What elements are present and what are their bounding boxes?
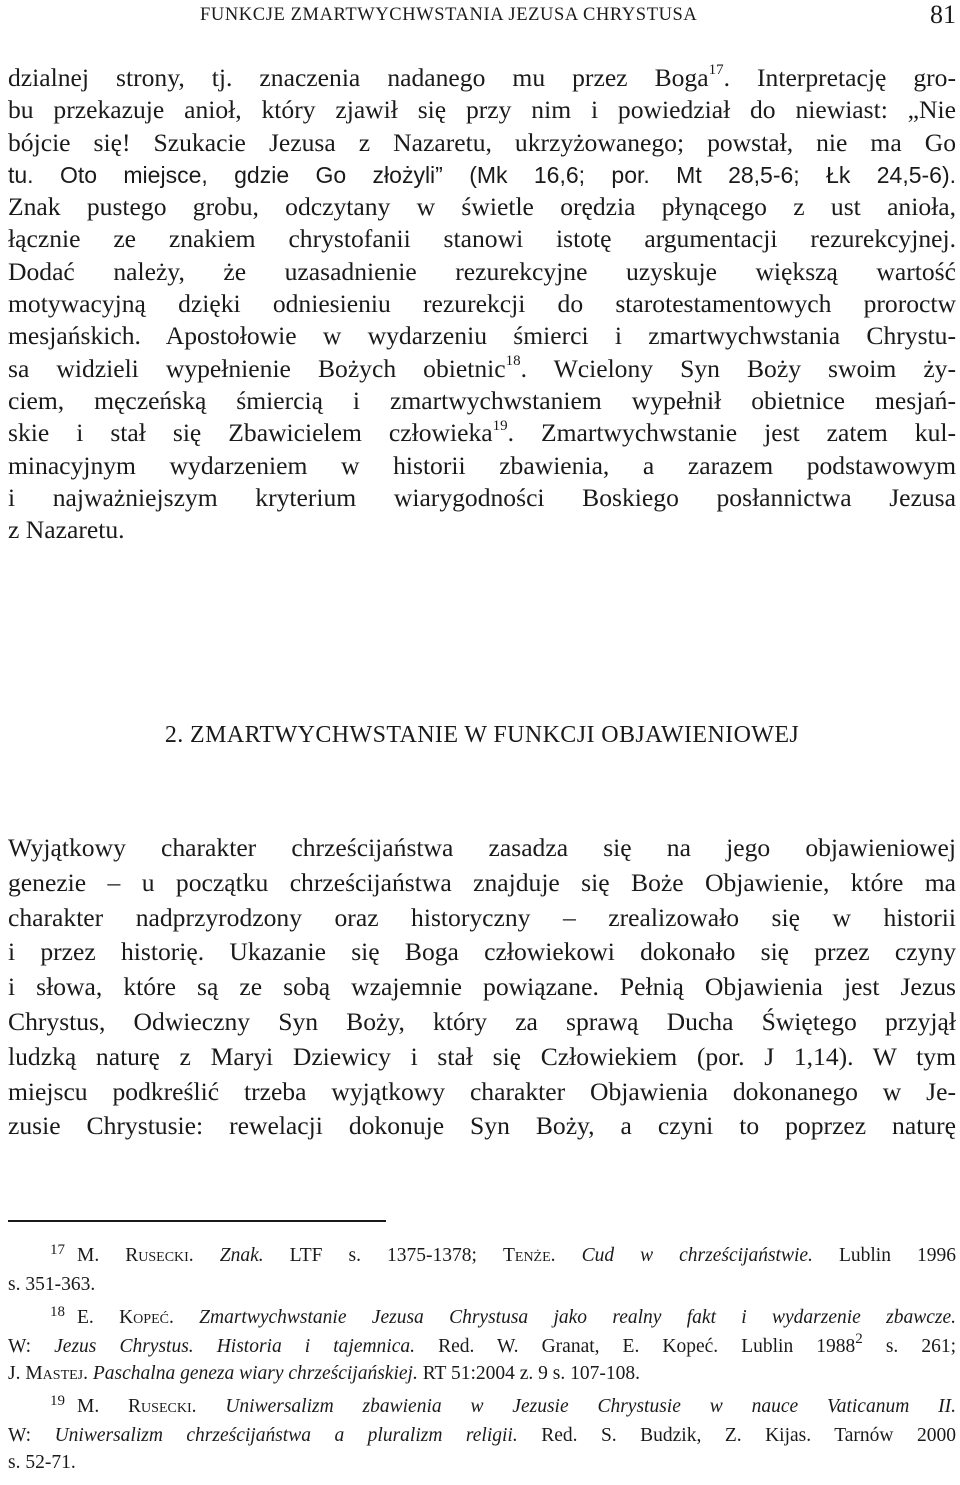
- text-run: . Interpretację gro-: [723, 63, 956, 92]
- text-run: . Wcielony Syn Boży swoim ży-: [520, 353, 956, 383]
- edition-superscript: 2: [855, 1330, 863, 1347]
- text-line: motywacyjną dzięki odniesieniu rezurekcji do starotestamentowych proroctw: [8, 289, 956, 319]
- text-line: s. 52-71.: [8, 1452, 76, 1473]
- text-line: [8, 353, 956, 385]
- text-line: minacyjnym wydarzeniem w historii zbawienia, a zarazem podstawowym: [8, 450, 956, 480]
- text-run: skie i stał się Zbawicielem człowieka: [8, 418, 493, 448]
- footnote-author: J. Mastej.: [8, 1363, 89, 1384]
- text-run: Lublin 1996: [812, 1245, 956, 1266]
- text-run: Red. S. Budzik, Z. Kijas. Tarnów 2000: [517, 1425, 956, 1446]
- footnote-ref-17[interactable]: 17: [708, 62, 724, 79]
- footnote-author: M. Rusecki.: [77, 1245, 194, 1266]
- text-line: z Nazaretu.: [8, 515, 125, 545]
- text-line: Chrystus, Odwieczny Syn Boży, który za sprawą Ducha Świętego przyjął: [8, 1006, 956, 1036]
- text-line: ludzką naturę z Maryi Dziewicy i stał się Człowiekiem (por. J 1,14). W tym: [8, 1041, 956, 1071]
- text-line: i słowa, które są ze sobą wzajemnie powiązane. Pełnią Objawienia jest Jezus: [8, 972, 956, 1002]
- running-head: FUNKCJE ZMARTWYCHWSTANIA JEZUSA CHRYSTUSA: [200, 5, 698, 25]
- footnote-number: 19: [50, 1393, 65, 1409]
- footnote-title: Paschalna geneza wiary chrześcijańskiej.: [92, 1363, 418, 1384]
- text-run: s. 261;: [862, 1336, 956, 1357]
- footnotes: [8, 1242, 956, 1482]
- footnote-number: 18: [50, 1304, 65, 1320]
- text-line: i najważniejszym kryterium wiarygodności Boskiego posłannictwa Jezusa: [8, 482, 956, 512]
- footnote-17: [8, 1242, 956, 1298]
- text-line: Wyjątkowy charakter chrześcijaństwa zasadza się na jego objawieniowej: [8, 833, 956, 862]
- page-number: 81: [930, 0, 956, 29]
- text-line: [8, 1330, 956, 1360]
- text-line: [8, 1304, 956, 1333]
- footnote-title: Zmartwychwstanie Jezusa Chrystusa jako realny fakt i wydarzenie zbawcze.: [199, 1307, 957, 1328]
- footnote-title: Cud w chrześcijaństwie.: [581, 1245, 813, 1266]
- text-run: dzialnej strony, tj. znaczenia nadanego mu przez Boga: [8, 63, 709, 92]
- footnote-19: [8, 1393, 956, 1476]
- footnote-title: Jezus Chrystus. Historia i tajemnica.: [54, 1336, 416, 1357]
- footnote-title: Znak.: [219, 1245, 264, 1266]
- text-line: [8, 1242, 956, 1271]
- text-line: [8, 1360, 956, 1387]
- footnote-author: Tenże.: [502, 1245, 556, 1266]
- text-line: miejscu podkreślić trzeba wyjątkowy charakter Objawienia dokonanego w Je-: [8, 1076, 956, 1106]
- footnote-title: Uniwersalizm chrześcijaństwa a pluralizm religii.: [54, 1425, 518, 1446]
- text-line: tu. Oto miejsce, gdzie Go złożyli” (Mk 16,6; por. Mt 28,5-6; Łk 24,5-6).: [8, 161, 956, 188]
- text-line: Znak pustego grobu, odczytany w świetle orędzia płynącego z ust anioła,: [8, 192, 956, 222]
- footnote-author: E. Kopeć.: [77, 1307, 174, 1328]
- text-line: Dodać należy, że uzasadnienie rezurekcyjne uzyskuje większą wartość: [8, 256, 956, 286]
- footnote-number: 17: [50, 1242, 65, 1258]
- footnote-title: Uniwersalizm zbawienia w Jezusie Chrystusie w nauce Vaticanum II.: [225, 1396, 956, 1417]
- text-run: W:: [8, 1336, 55, 1357]
- text-line: charakter nadprzyrodzony oraz historyczny – zrealizowało się w historii: [8, 902, 956, 932]
- text-line: bu przekazuje anioł, który zjawił się przy nim i powiedział do niewiast: „Nie: [8, 95, 956, 125]
- text-line: mesjańskich. Apostołowie w wydarzeniu śmierci i zmartwychwstania Chrystu-: [8, 321, 956, 351]
- text-line: genezie – u początku chrześcijaństwa znajduje się Boże Objawienie, które ma: [8, 867, 956, 897]
- footnote-divider: [8, 1220, 386, 1222]
- body-paragraph-2: [8, 831, 956, 1144]
- text-line: zusie Chrystusie: rewelacji dokonuje Syn Boży, a czyni to poprzez naturę: [8, 1111, 956, 1141]
- text-run: W:: [8, 1425, 55, 1446]
- text-line: [8, 1393, 956, 1422]
- footnote-ref-18[interactable]: 18: [505, 353, 521, 370]
- body-paragraph-1: [8, 62, 956, 546]
- text-line: ciem, męczeńską śmiercią i zmartwychwstaniem wypełnił obietnice mesjań-: [8, 385, 956, 415]
- text-line: i przez historię. Ukazanie się Boga człowiekowi dokonało się przez czyny: [8, 937, 956, 967]
- text-line: s. 351-363.: [8, 1274, 96, 1295]
- text-run: Red. W. Granat, E. Kopeć. Lublin 1988: [415, 1336, 856, 1357]
- text-line: [8, 417, 956, 449]
- text-line: bójcie się! Szukacie Jezusa z Nazaretu, ukrzyżowanego; powstał, nie ma Go: [8, 127, 956, 157]
- footnote-author: M. Rusecki.: [77, 1396, 197, 1417]
- footnote-18: [8, 1304, 956, 1387]
- text-line: łącznie ze znakiem chrystofanii stanowi istotę argumentacji rezurekcyjnej.: [8, 224, 956, 254]
- footnote-ref-19[interactable]: 19: [492, 417, 508, 434]
- section-heading: 2. ZMARTWYCHWSTANIE W FUNKCJI OBJAWIENIOWEJ: [164, 722, 800, 748]
- text-run: LTF s. 1375-1378;: [263, 1245, 503, 1266]
- text-run: RT 51:2004 z. 9 s. 107-108.: [417, 1363, 641, 1384]
- text-line: [8, 1422, 956, 1449]
- text-run: sa widzieli wypełnienie Bożych obietnic: [8, 353, 506, 383]
- text-run: . Zmartwychwstanie jest zatem kul-: [507, 418, 956, 448]
- text-line: [8, 62, 956, 94]
